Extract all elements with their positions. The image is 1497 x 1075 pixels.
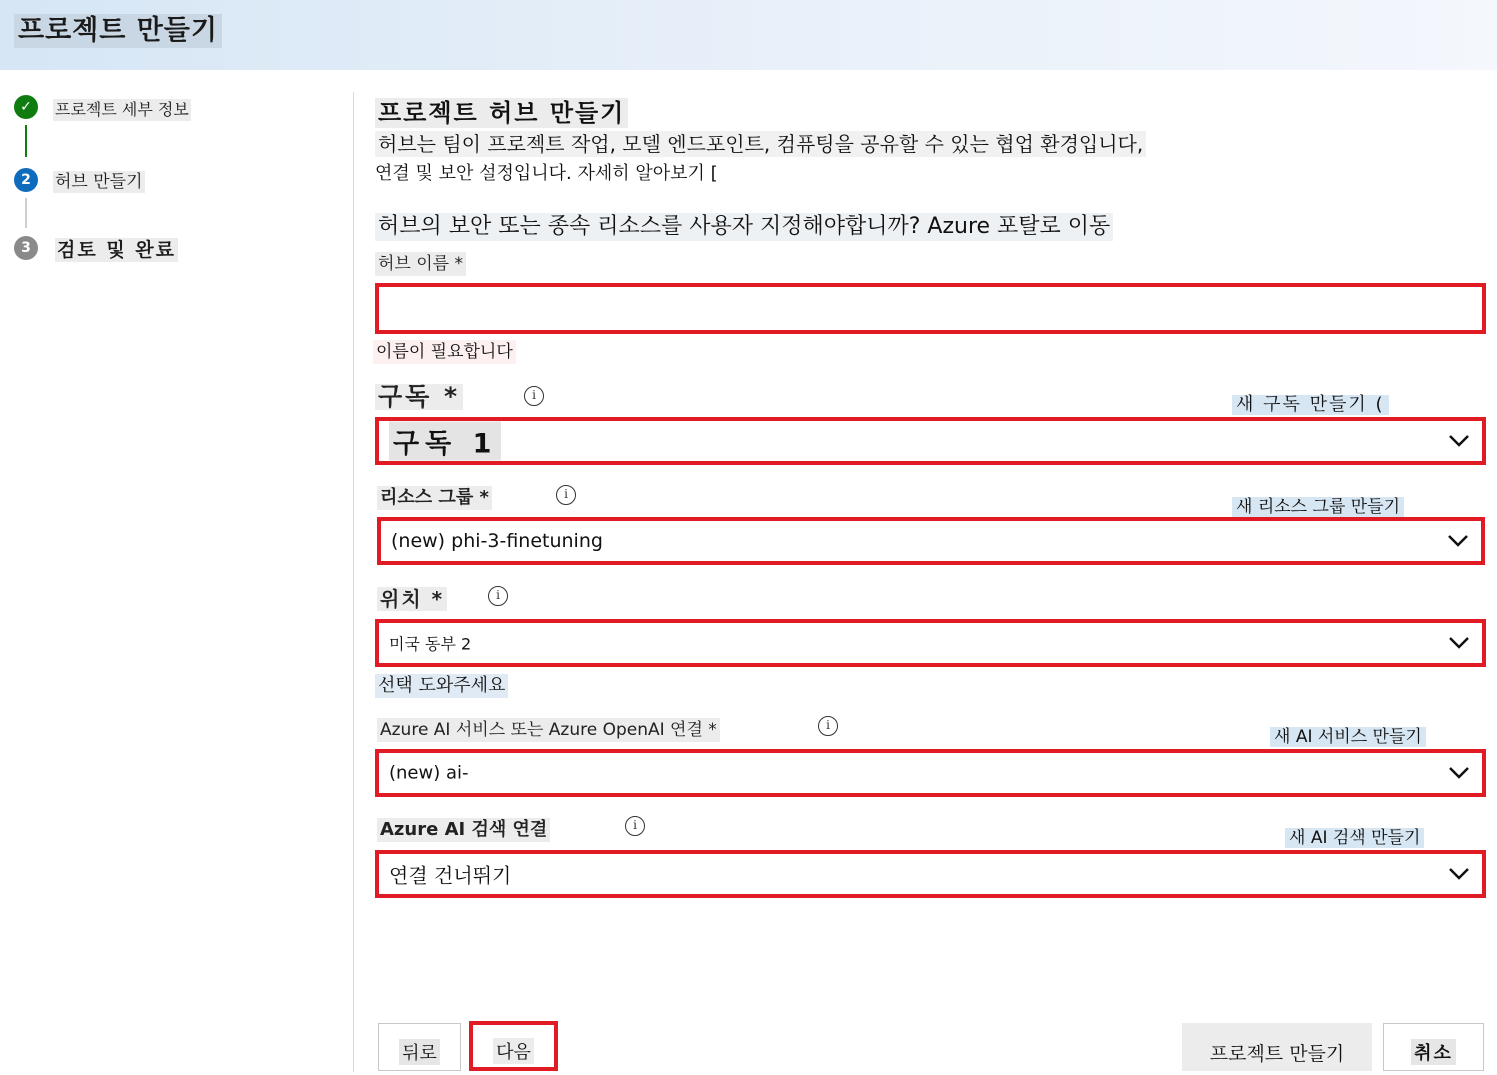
step-review-finish[interactable]: 검토 및 완료 [57, 239, 176, 261]
ai-search-label: Azure AI 검색 연결 [377, 818, 550, 842]
info-icon[interactable]: i [556, 485, 576, 505]
create-ai-services-link[interactable]: 새 AI 서비스 만들기 [1270, 727, 1426, 747]
ai-services-value: (new) ai- [389, 762, 469, 784]
page-title: 프로젝트 만들기 [14, 14, 222, 48]
back-button[interactable]: 뒤로 [378, 1023, 461, 1071]
location-value: 미국 동부 2 [389, 634, 472, 654]
info-icon[interactable]: i [625, 816, 645, 836]
page-header [0, 0, 1497, 70]
info-icon[interactable]: i [818, 716, 838, 736]
hub-name-input[interactable] [375, 283, 1486, 334]
subscription-label: 구독 * [375, 384, 463, 410]
vertical-divider [353, 92, 354, 1072]
location-dropdown[interactable] [375, 619, 1486, 667]
step-create-hub[interactable]: 허브 만들기 [55, 172, 143, 192]
cancel-button[interactable]: 취소 [1383, 1023, 1484, 1071]
subscription-value: 구독 1 [389, 422, 501, 461]
step-project-details[interactable]: 프로젝트 세부 정보 [55, 100, 189, 119]
location-label: 위치 * [377, 587, 447, 611]
step-completed-check-icon: ✓ [14, 95, 38, 119]
step-3-badge: 3 [14, 236, 38, 260]
ai-services-label: Azure AI 서비스 또는 Azure OpenAI 연결 * [377, 718, 720, 742]
location-help-link[interactable]: 선택 도와주세요 [375, 674, 508, 698]
next-button[interactable]: 다음 [469, 1021, 558, 1071]
info-icon[interactable]: i [488, 586, 508, 606]
chevron-down-icon [1448, 434, 1470, 448]
ai-search-value: 연결 건너뛰기 [389, 863, 512, 888]
subscription-dropdown[interactable] [375, 417, 1486, 465]
resource-group-label: 리소스 그룹 * [377, 486, 492, 510]
ai-services-dropdown[interactable] [375, 749, 1486, 797]
step-2-badge: 2 [14, 168, 38, 192]
description-text: 허브는 팀이 프로젝트 작업, 모델 엔드포인트, 컴퓨팅을 공유할 수 있는 협업 환경입니다, [375, 131, 1146, 157]
chevron-down-icon [1448, 766, 1470, 780]
description-learn-more[interactable]: 연결 및 보안 설정입니다. 자세히 알아보기 [ [372, 162, 721, 186]
resource-group-dropdown[interactable] [377, 517, 1485, 565]
step-connector [25, 198, 27, 228]
chevron-down-icon [1448, 867, 1470, 881]
create-resource-group-link[interactable]: 새 리소스 그룹 만들기 [1232, 497, 1404, 517]
create-ai-search-link[interactable]: 새 AI 검색 만들기 [1285, 828, 1424, 848]
hub-name-label: 허브 이름 * [375, 252, 466, 276]
create-subscription-link[interactable]: 새 구독 만들기 ( [1232, 395, 1389, 415]
create-project-button[interactable]: 프로젝트 만들기 [1182, 1023, 1372, 1071]
hub-name-error: 이름이 필요합니다 [373, 340, 516, 364]
azure-portal-link[interactable]: 허브의 보안 또는 종속 리소스를 사용자 지정해야합니까? Azure 포탈로 이동 [375, 213, 1113, 241]
ai-search-dropdown[interactable] [375, 850, 1486, 898]
step-connector [25, 125, 27, 157]
info-icon[interactable]: i [524, 386, 544, 406]
chevron-down-icon [1448, 636, 1470, 650]
section-title: 프로젝트 허브 만들기 [375, 98, 628, 128]
resource-group-value: (new) phi-3-finetuning [391, 530, 603, 552]
chevron-down-icon [1447, 534, 1469, 548]
